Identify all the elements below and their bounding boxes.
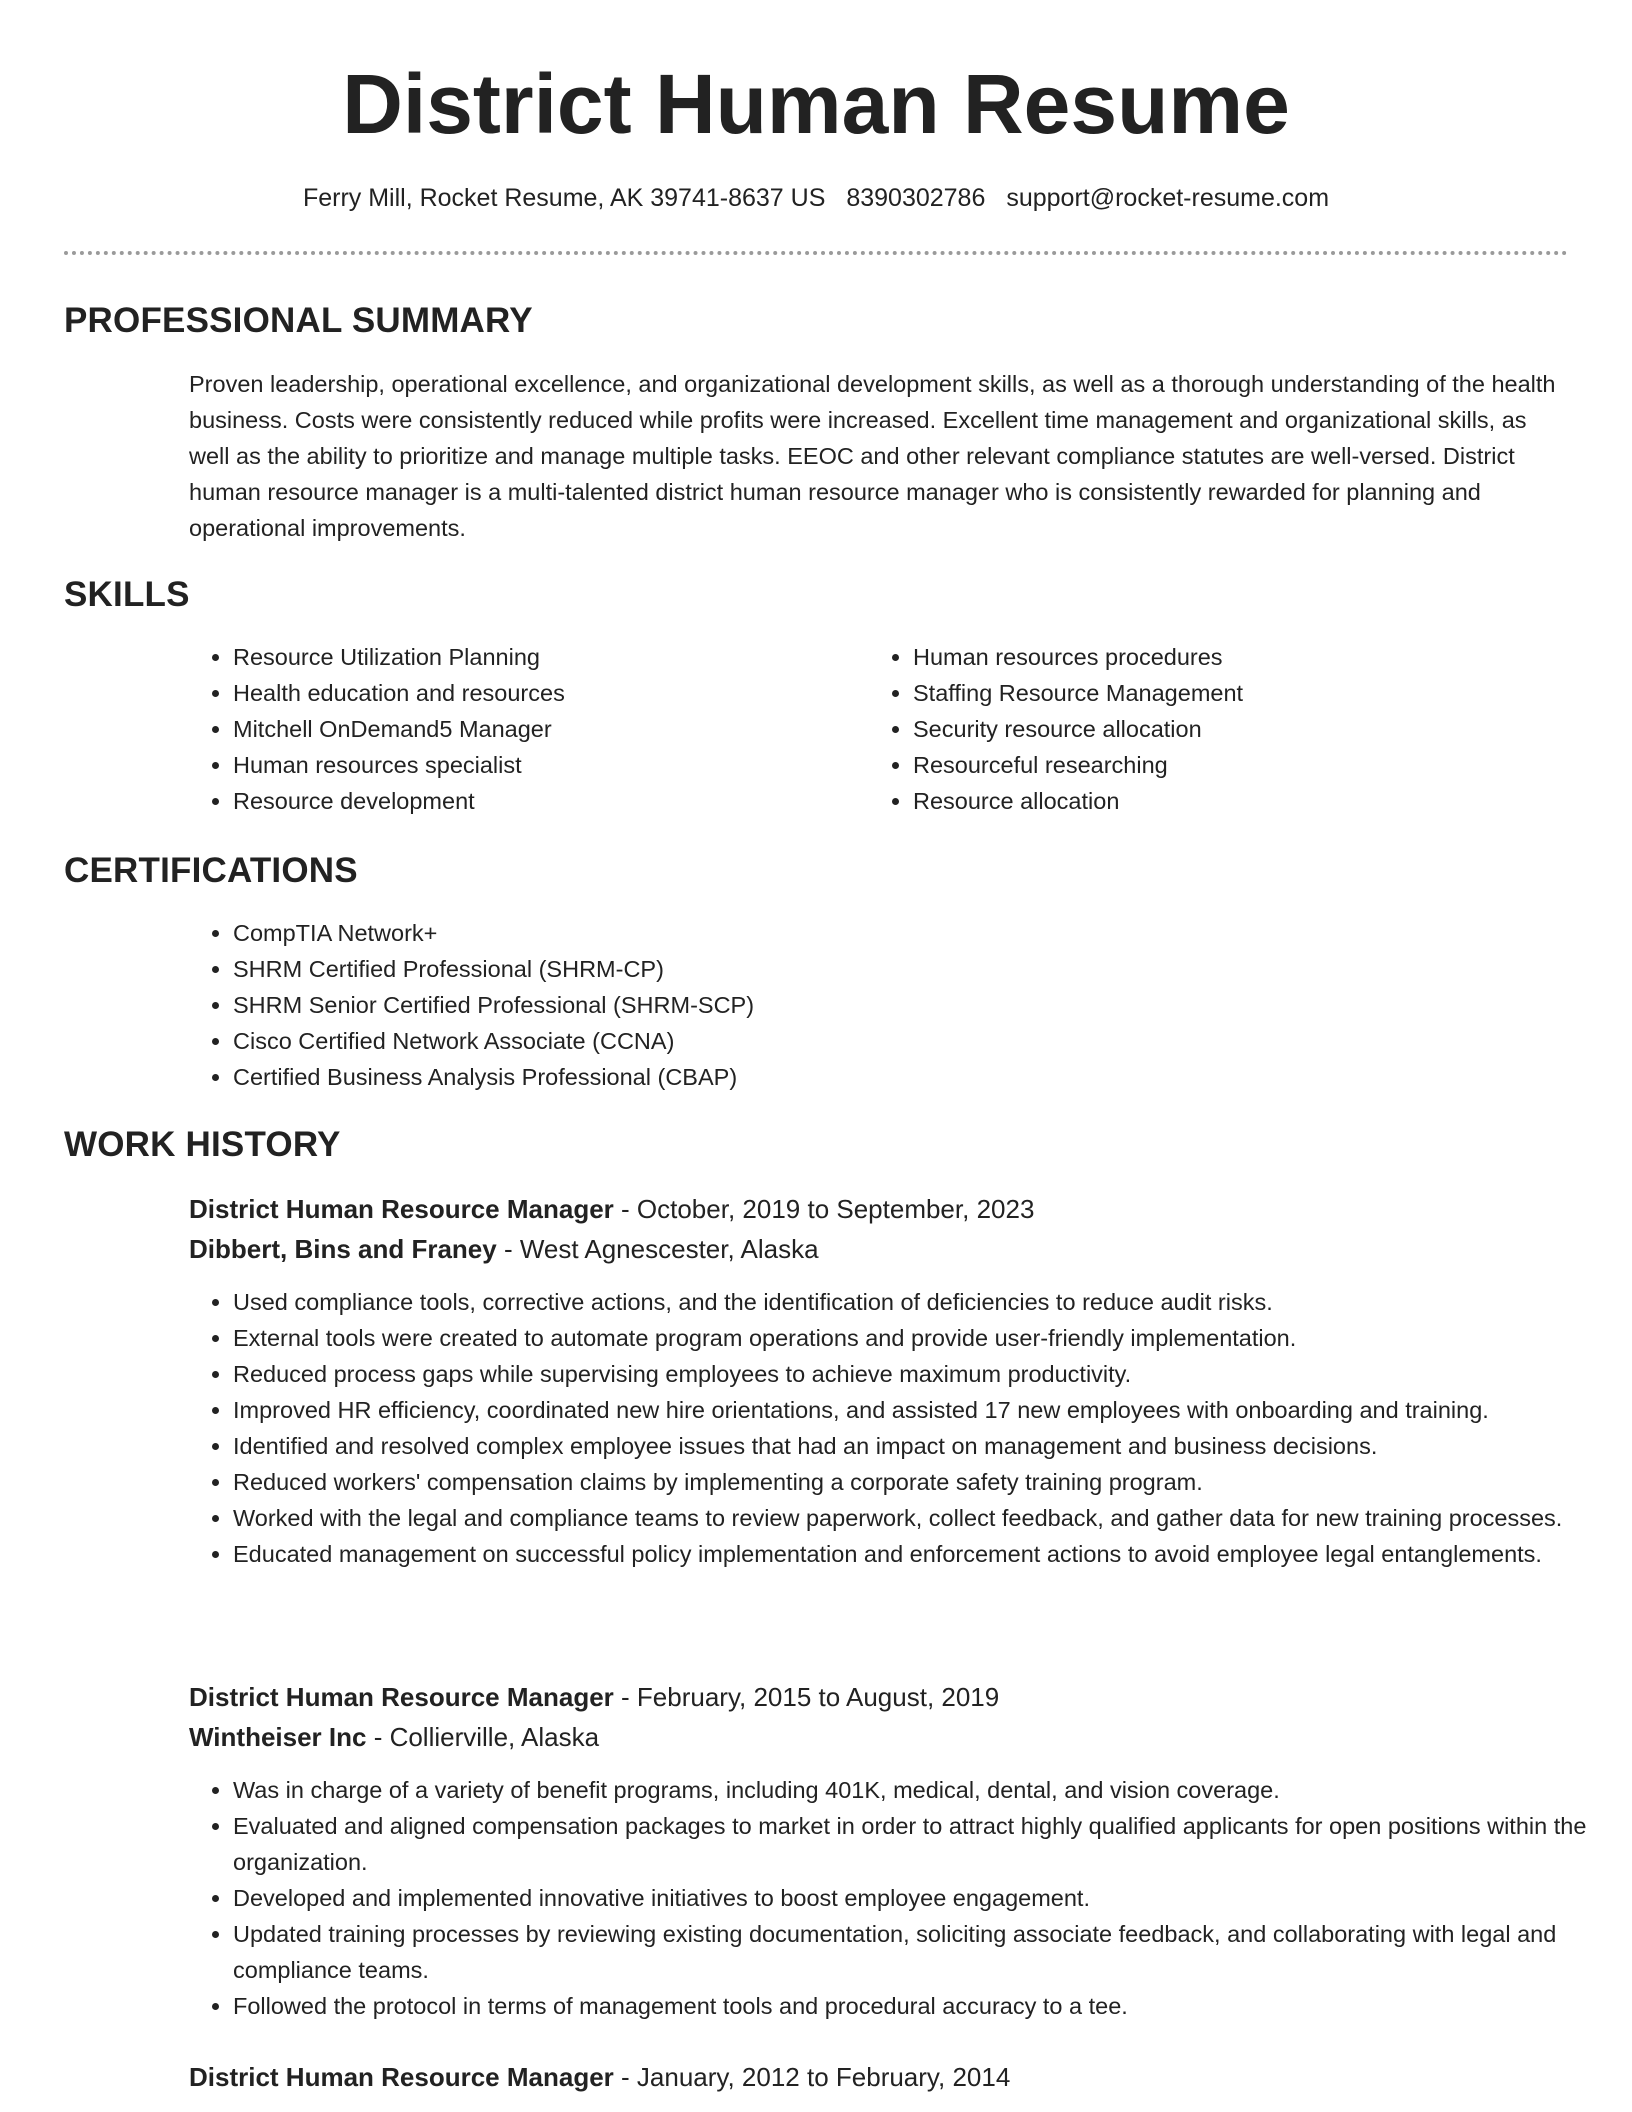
certifications-heading: CERTIFICATIONS: [64, 851, 358, 890]
job-title: District Human Resource Manager: [189, 1194, 614, 1224]
job-company-line: [189, 1229, 1569, 1269]
contact-address: Ferry Mill, Rocket Resume, AK 39741-8637 US: [302, 184, 826, 212]
skill-item: • Resourceful researching: [913, 747, 1513, 783]
skill-item: • Human resources procedures: [913, 639, 1513, 675]
skills-list-right: [869, 639, 1513, 819]
certification-item: • CompTIA Network+: [233, 915, 1533, 951]
job-bullet: • Updated training processes by reviewing existing documentation, soliciting associate feedback, and collaborating with legal and compliance teams.: [233, 1916, 1613, 1988]
skill-item: • Health education and resources: [233, 675, 833, 711]
work-history-heading: WORK HISTORY: [64, 1125, 341, 1164]
job-bullet: • Followed the protocol in terms of management tools and procedural accuracy to a tee.: [233, 1988, 1613, 2024]
job-bullet: • Developed and implemented innovative initiatives to boost employee engagement.: [233, 1880, 1613, 1916]
job-title-line: [189, 2057, 1569, 2097]
certifications-list: [189, 915, 1533, 1095]
contact-email: support@rocket-resume.com: [1006, 184, 1330, 212]
header-divider: [64, 251, 1568, 255]
summary-heading: PROFESSIONAL SUMMARY: [64, 301, 533, 340]
job-location: - West Agnescester, Alaska: [496, 1234, 819, 1264]
skill-item: • Security resource allocation: [913, 711, 1513, 747]
job-company-line: [189, 1717, 1569, 1757]
skill-item: • Staffing Resource Management: [913, 675, 1513, 711]
job-bullet: • Worked with the legal and compliance teams to review paperwork, collect feedback, and gather data for new training processes.: [233, 1500, 1613, 1536]
job-dates: - February, 2015 to August, 2019: [613, 1682, 1000, 1712]
job-dates: - October, 2019 to September, 2023: [613, 1194, 1035, 1224]
certification-item: • SHRM Senior Certified Professional (SHRM-SCP): [233, 987, 1533, 1023]
job-bullet: • Educated management on successful policy implementation and enforcement actions to avoid employee legal entanglements.: [233, 1536, 1613, 1572]
job-bullet: • Improved HR efficiency, coordinated new hire orientations, and assisted 17 new employees with onboarding and training.: [233, 1392, 1613, 1428]
job-bullet: • Evaluated and aligned compensation packages to market in order to attract highly qualified applicants for open positions within the organization.: [233, 1808, 1613, 1880]
skill-item: • Resource Utilization Planning: [233, 639, 833, 675]
job-bullets-list: [189, 1284, 1613, 1572]
contact-line: [0, 180, 1632, 216]
skill-item: • Resource allocation: [913, 783, 1513, 819]
job-bullet: • Was in charge of a variety of benefit programs, including 401K, medical, dental, and vision coverage.: [233, 1772, 1613, 1808]
job-bullet: • External tools were created to automate program operations and provide user-friendly implementation.: [233, 1320, 1613, 1356]
certification-item: • Cisco Certified Network Associate (CCNA): [233, 1023, 1533, 1059]
skill-item: • Human resources specialist: [233, 747, 833, 783]
job-bullet: • Reduced process gaps while supervising employees to achieve maximum productivity.: [233, 1356, 1613, 1392]
certification-item: • SHRM Certified Professional (SHRM-CP): [233, 951, 1533, 987]
job-dates: - January, 2012 to February, 2014: [613, 2062, 1011, 2092]
skill-item: • Mitchell OnDemand5 Manager: [233, 711, 833, 747]
job-bullets-list: [189, 1772, 1613, 2024]
job-bullet: • Reduced workers' compensation claims by implementing a corporate safety training program.: [233, 1464, 1613, 1500]
resume-name: District Human Resume: [342, 57, 1290, 151]
job-title: District Human Resource Manager: [189, 1682, 614, 1712]
skills-heading: SKILLS: [64, 575, 190, 614]
job-title-line: [189, 1189, 1569, 1229]
job-title-line: [189, 1677, 1569, 1717]
skills-list-left: [189, 639, 833, 819]
contact-phone: 8390302786: [846, 184, 986, 212]
job-company: Dibbert, Bins and Franey: [189, 1234, 497, 1264]
job-company: Wintheiser Inc: [189, 1722, 367, 1752]
job-bullet: • Used compliance tools, corrective actions, and the identification of deficiencies to reduce audit risks.: [233, 1284, 1613, 1320]
job-bullet: • Identified and resolved complex employee issues that had an impact on management and business decisions.: [233, 1428, 1613, 1464]
job-title: District Human Resource Manager: [189, 2062, 614, 2092]
certification-item: • Certified Business Analysis Professional (CBAP): [233, 1059, 1533, 1095]
summary-text: Proven leadership, operational excellence, and organizational development skills, as well as a thorough understanding of the health business. Costs were consistently reduced while profits were increased. Excellent time management and organizational skills, as well as the ability to prioritize and manage multiple tasks. EEOC and other relevant compliance statutes are well-versed. District human resource manager is a multi-talented district human resource manager who is consistently rewarded for planning and operational improvements.: [189, 371, 1556, 541]
skill-item: • Resource development: [233, 783, 833, 819]
job-location: - Collierville, Alaska: [366, 1722, 600, 1752]
